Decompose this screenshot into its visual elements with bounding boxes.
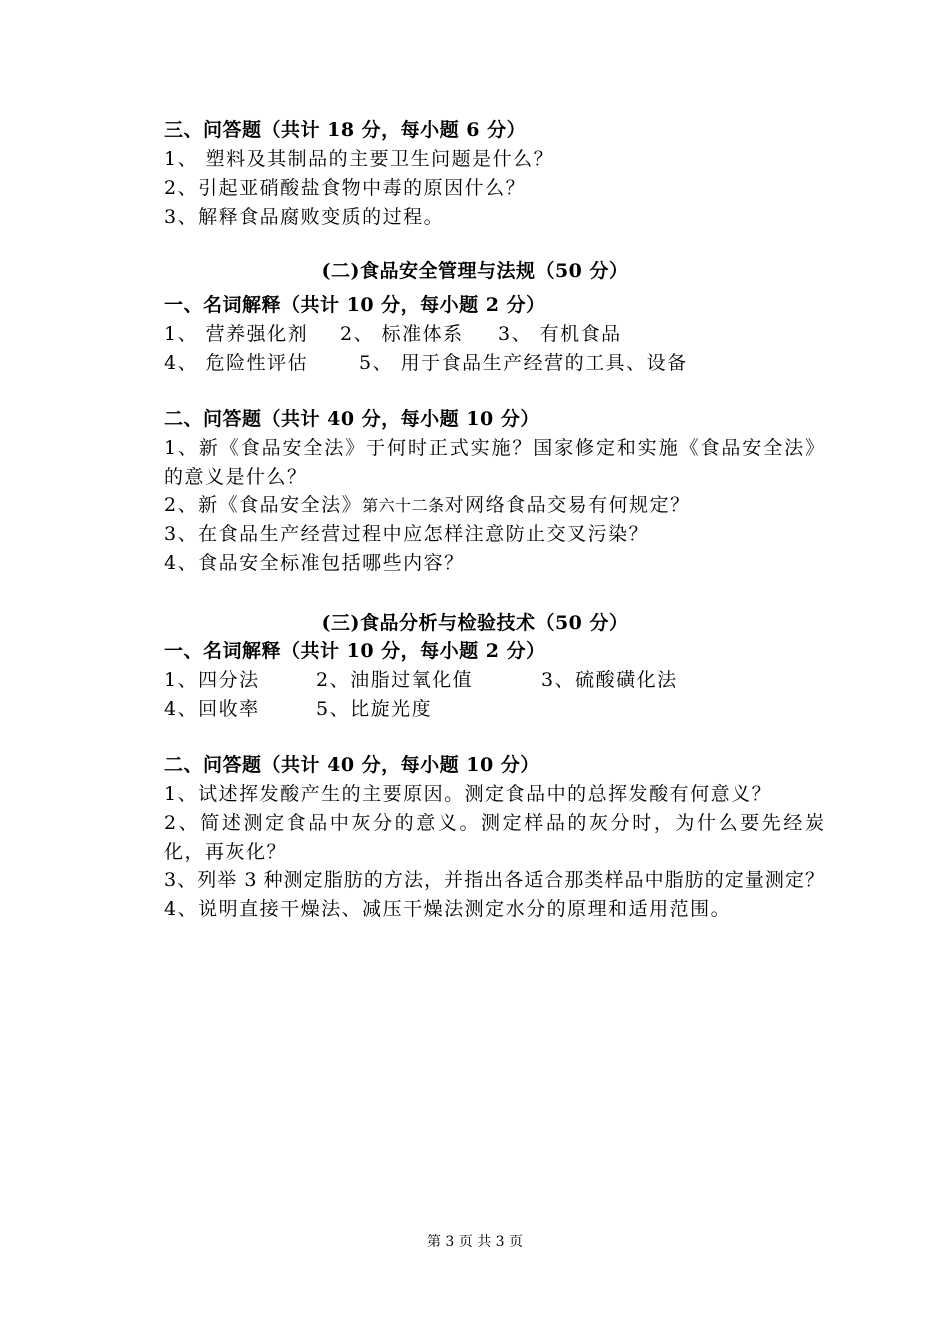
term-item: 1、 营养强化剂 xyxy=(164,323,309,345)
section-3-question-2-line-1: 2、简述测定食品中灰分的意义。测定样品的灰分时，为什么要先经炭 xyxy=(164,812,824,834)
page-number: 第 3 页 共 3 页 xyxy=(426,1234,524,1250)
section-3-question-3: 3、列举 3 种测定脂肪的方法，并指出各适合那类样品中脂肪的定量测定？ xyxy=(164,869,824,891)
term-item: 3、 有机食品 xyxy=(498,323,622,345)
qa-question-2: 2、引起亚硝酸盐食物中毒的原因什么？ xyxy=(164,177,527,199)
term-item: 2、油脂过氧化值 xyxy=(316,669,474,691)
section-2-question-3: 3、在食品生产经营过程中应怎样注意防止交叉污染？ xyxy=(164,523,650,545)
term-item: 4、 危险性评估 xyxy=(164,352,309,374)
section-2-question-4: 4、食品安全标准包括哪些内容？ xyxy=(164,552,465,574)
section-3-terms-row-1 xyxy=(164,666,824,694)
section-3-terms-row-2 xyxy=(164,695,824,723)
section-3-qa-heading: 二、问答题（共计 40 分，每小题 10 分） xyxy=(164,754,540,776)
term-item: 2、 标准体系 xyxy=(340,323,464,345)
term-item: 5、 用于食品生产经营的工具、设备 xyxy=(359,352,688,374)
section-2-question-1-line-1: 1、新《食品安全法》于何时正式实施？国家修定和实施《食品安全法》 xyxy=(164,437,824,459)
section-3-question-4: 4、说明直接干燥法、减压干燥法测定水分的原理和适用范围。 xyxy=(164,898,732,920)
qa-question-1: 1、 塑料及其制品的主要卫生问题是什么？ xyxy=(164,148,555,170)
section-2-qa-heading: 二、问答题（共计 40 分，每小题 10 分） xyxy=(164,408,540,430)
section-3-question-2-line-2: 化，再灰化？ xyxy=(164,841,288,863)
term-item: 3、硫酸磺化法 xyxy=(541,669,678,691)
question-text: 2、新《食品安全法》 xyxy=(164,494,363,516)
term-item: 5、比旋光度 xyxy=(316,698,433,720)
section-2-question-2 xyxy=(164,491,824,519)
article-reference: 第六十二条 xyxy=(362,496,445,515)
section-3-terms-heading: 一、名词解释（共计 10 分，每小题 2 分） xyxy=(164,640,546,662)
term-item: 4、回收率 xyxy=(164,698,260,720)
section-3-question-1: 1、试述挥发酸产生的主要原因。测定食品中的总挥发酸有何意义？ xyxy=(164,783,773,805)
section-3-title: (三)食品分析与检验技术（50 分） xyxy=(321,612,629,634)
section-2-terms-row-1 xyxy=(164,320,824,348)
section-2-terms-heading: 一、名词解释（共计 10 分，每小题 2 分） xyxy=(164,294,546,316)
term-item: 1、四分法 xyxy=(164,669,260,691)
section-2-title: (二)食品安全管理与法规（50 分） xyxy=(321,260,629,282)
qa-question-3: 3、解释食品腐败变质的过程。 xyxy=(164,206,445,228)
section-2-terms-row-2 xyxy=(164,349,824,377)
qa-heading-part1: 三、问答题（共计 18 分，每小题 6 分） xyxy=(164,119,527,141)
question-text: 对网络食品交易有何规定？ xyxy=(444,494,691,516)
section-2-question-1-line-2: 的意义是什么？ xyxy=(164,466,308,488)
